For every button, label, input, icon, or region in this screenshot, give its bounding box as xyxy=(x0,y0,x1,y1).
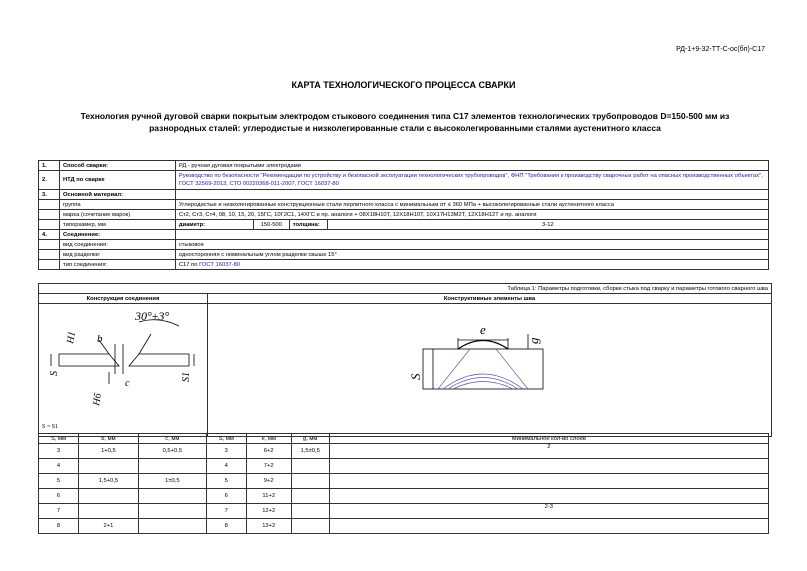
row-number: 2. xyxy=(39,171,60,190)
cell-g xyxy=(291,474,329,489)
info-row-method xyxy=(39,161,769,171)
parameters-table xyxy=(38,433,769,534)
cell-e: 6+2 xyxy=(246,444,291,459)
cell-s: 6 xyxy=(39,489,79,504)
cell-s: 6 xyxy=(206,489,246,504)
welding-method-label: Способ сварки: xyxy=(59,161,175,171)
cell-e: 13+2 xyxy=(246,519,291,534)
hb-label: Hб xyxy=(91,392,105,407)
table-row xyxy=(39,489,769,504)
table-row xyxy=(39,459,769,474)
col-header: S, мм xyxy=(206,434,246,444)
document-code: РД-1+9-32-ТТ-С-ос(бп)-С17 xyxy=(676,46,765,53)
cell-b: 2+1 xyxy=(78,519,138,534)
col-header: c, мм xyxy=(138,434,206,444)
info-row-size xyxy=(39,220,769,230)
col-header: e, мм xyxy=(246,434,291,444)
cell-s: 4 xyxy=(39,459,79,474)
col-header: Минимальное кол-во слоев xyxy=(329,434,768,444)
info-row-material xyxy=(39,190,769,200)
col-header: b, мм xyxy=(78,434,138,444)
joint-design-drawing-cell xyxy=(39,304,208,437)
group-label: группа xyxy=(59,200,175,210)
cell-e: 9+2 xyxy=(246,474,291,489)
joint-type-value: стыковое xyxy=(175,240,768,250)
cell-b xyxy=(78,489,138,504)
cell-g xyxy=(291,519,329,534)
connection-type-value: С17 по xyxy=(178,261,198,268)
row-number: 3. xyxy=(39,190,60,200)
thickness-value: 3-12 xyxy=(327,220,768,230)
cell-g xyxy=(291,459,329,474)
cell-s: 3 xyxy=(39,444,79,459)
cell-b: 1+0,5 xyxy=(78,444,138,459)
ntd-value[interactable]: Руководство по безопасности "Рекомендации по устройству и безопасной эксплуатации технологических трубопроводов", ФНП "Требования к производству сварочных работ на опасных производственных объектах", ГОСТ 32569-2013, СТО 00220368-011-2007, ГОСТ 16037-80 xyxy=(175,171,768,190)
cell-e: 7+2 xyxy=(246,459,291,474)
info-row-conn xyxy=(39,260,769,270)
joint-label: Соединение: xyxy=(59,230,175,240)
size-label: типоразмер, мм xyxy=(59,220,175,230)
cell-b: 1,5+0,5 xyxy=(78,474,138,489)
weld-elements-drawing-cell xyxy=(208,304,772,437)
row-number: 4. xyxy=(39,230,60,240)
weld-elements-drawing xyxy=(208,304,771,434)
page-title: КАРТА ТЕХНОЛОГИЧЕСКОГО ПРОЦЕССА СВАРКИ xyxy=(291,80,516,90)
cell-s: 5 xyxy=(39,474,79,489)
row-number: 1. xyxy=(39,161,60,171)
cell-e: 12+2 xyxy=(246,504,291,519)
cell-g: 1,5±0,5 xyxy=(291,444,329,459)
diameter-value: 150-500 xyxy=(253,220,289,230)
joint-design-drawing xyxy=(39,304,207,434)
material-label: Основной материал: xyxy=(59,190,175,200)
table-row xyxy=(39,444,769,459)
info-row-grade xyxy=(39,210,769,220)
reinforcement-g-label: g xyxy=(526,337,541,344)
left-plate xyxy=(59,354,119,366)
cell-c xyxy=(138,519,206,534)
cell-e: 11+2 xyxy=(246,489,291,504)
welding-method-value: РД - ручная дуговая покрытыми электродами xyxy=(175,161,768,171)
cell-layers xyxy=(329,474,768,489)
table-row xyxy=(39,474,769,489)
info-row-groove xyxy=(39,250,769,260)
cell-c xyxy=(138,459,206,474)
gap-b-label: b xyxy=(97,333,103,345)
cell-s: 7 xyxy=(206,504,246,519)
grade-label: марка (сочетание марок) xyxy=(59,210,175,220)
root-face-c-label: c xyxy=(125,378,130,389)
weld-width-e-label: e xyxy=(480,322,486,337)
info-row-jtype xyxy=(39,240,769,250)
joint-design-header: Конструкция соединения xyxy=(39,294,208,304)
table-row xyxy=(39,504,769,519)
groove-label: вид разделки: xyxy=(59,250,175,260)
cell-s: 4 xyxy=(206,459,246,474)
thickness-note: S = S1 xyxy=(42,424,59,430)
table-header-row xyxy=(39,434,769,444)
cell-c xyxy=(138,489,206,504)
cell-s: 5 xyxy=(206,474,246,489)
col-header: S, мм xyxy=(39,434,79,444)
cell-layers: 2-3 xyxy=(329,504,768,519)
diameter-label: диаметр: xyxy=(175,220,253,230)
cell-layers xyxy=(329,489,768,504)
group-value: Углеродистые и низколегированные конструкционные стали перлитного класса с минимальным σт ≤ 360 МПа + высоколегированные стали аустенитного класса xyxy=(175,200,768,210)
page-subtitle: Технология ручной дуговой сварки покрытым электродом стыкового соединения типа С17 элементов технологических трубопроводов D=150-500 мм из разнородных сталей: углеродистые и низколегированные стали с высоколегированными сталями аустенитного класса xyxy=(80,111,730,133)
cell-s: 7 xyxy=(39,504,79,519)
gost-link[interactable]: ГОСТ 16037-80 xyxy=(199,261,241,268)
cell-b xyxy=(78,459,138,474)
right-plate xyxy=(129,354,189,366)
cell-b xyxy=(78,504,138,519)
cell-layers xyxy=(329,459,768,474)
cell-g xyxy=(291,504,329,519)
grade-value: Ст2, Ст3, Ст4, 08, 10, 15, 20, 15ГС, 10Г2С1, 14ХГС и пр. аналоги + 08Х18Н10Т, 12Х18Н10Т, 10Х17Н13М2Т, 12Х18Н12Т и пр. аналоги xyxy=(175,210,768,220)
cell-layers: 2 xyxy=(329,444,768,459)
groove-angle-label: 30°±3° xyxy=(135,309,170,323)
h1-label: H1 xyxy=(65,330,79,345)
info-table xyxy=(38,160,769,270)
thickness-label: толщина: xyxy=(289,220,327,230)
col-header: g, мм xyxy=(291,434,329,444)
thickness-s-label: S xyxy=(408,373,423,380)
weld-elements-header: Конструктивные элементы шва xyxy=(208,294,772,304)
cell-g xyxy=(291,489,329,504)
thickness-s-label: S xyxy=(49,371,60,376)
drawing-table xyxy=(38,283,772,437)
cell-layers xyxy=(329,519,768,534)
cell-s: 8 xyxy=(39,519,79,534)
ntd-label: НТД по сварке xyxy=(59,171,175,190)
weld-cap xyxy=(458,341,508,350)
cell-c: 1±0,5 xyxy=(138,474,206,489)
thickness-s1-label: S1 xyxy=(181,372,192,382)
connection-type-label: тип соединения: xyxy=(59,260,175,270)
cell-c xyxy=(138,504,206,519)
joint-type-label: вид соединения: xyxy=(59,240,175,250)
cell-c: 0,5+0,5 xyxy=(138,444,206,459)
weld-base-metal xyxy=(423,349,543,389)
info-row-group xyxy=(39,200,769,210)
info-row-ntd xyxy=(39,171,769,190)
groove-value: односторонняя с номинальным углом разделки свыше 15° xyxy=(175,250,768,260)
table-caption: Таблица 1: Параметры подготовки, сборки стыка под сварку и параметры готового сварного шва xyxy=(39,284,772,294)
cell-s: 3 xyxy=(206,444,246,459)
info-row-joint xyxy=(39,230,769,240)
table-row xyxy=(39,519,769,534)
cell-s: 8 xyxy=(206,519,246,534)
